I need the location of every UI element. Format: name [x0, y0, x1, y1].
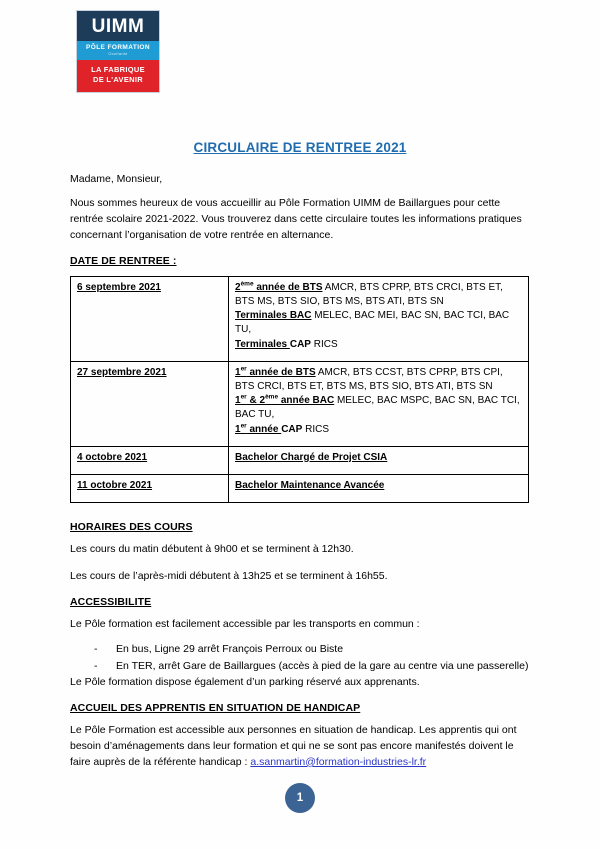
page-title: CIRCULAIRE DE RENTREE 2021: [193, 140, 407, 155]
list-item: - En bus, Ligne 29 arrêt François Perroux ou Biste: [70, 641, 530, 658]
logo-region-text: Occitanie: [108, 51, 128, 57]
program-detail: AMCR, BTS CPRP, BTS CRCI, BTS ET, BTS MS, BTS SIO, BTS MS, BTS ATI, BTS SN: [235, 281, 503, 307]
program-line: [235, 423, 523, 437]
program-label: Bachelor Maintenance Avancée: [235, 479, 385, 491]
handicap-paragraph: [70, 723, 530, 771]
program-line: [235, 281, 523, 309]
program-label: 1er année de BTS: [235, 365, 316, 378]
handicap-text: Le Pôle Formation est accessible aux personnes en situation de handicap. Les apprentis qui ont besoin d’aménagements dans leur formation et qui ne se sont pas encore manifestés doivent le faire auprès de la référente handicap :: [70, 723, 517, 768]
logo-tagline-line2: DE L'AVENIR: [93, 75, 143, 85]
table-cell-programs: [229, 276, 529, 361]
rentree-date: 6 septembre 2021: [77, 281, 161, 293]
program-label: Terminales: [235, 338, 290, 350]
horaires-morning: Les cours du matin débutent à 9h00 et se terminent à 12h30.: [70, 543, 354, 556]
program-line: [235, 309, 523, 337]
intro-paragraph: Nous sommes heureux de vous accueillir au Pôle Formation UIMM de Baillargues pour cette rentrée scolaire 2021-2022. Vous trouverez dans cette circulaire toutes les informations pratiques concernant l’organisation de votre rentrée en alternance.: [70, 196, 522, 241]
program-detail: RICS: [302, 423, 329, 435]
program-label: 1er & 2ème année BAC: [235, 393, 335, 407]
section-heading-dates: DATE DE RENTREE :: [70, 254, 177, 267]
accessibilite-intro: Le Pôle formation est facilement accessible par les transports en commun :: [70, 617, 420, 630]
table-cell-date: [71, 474, 229, 502]
program-line: [235, 394, 523, 422]
salutation: Madame, Monsieur,: [70, 173, 163, 185]
logo-pole-text: PÔLE FORMATION: [86, 44, 150, 51]
program-detail: AMCR, BTS CCST, BTS CPRP, BTS CPI, BTS CRCI, BTS ET, BTS MS, BTS SIO, BTS ATI, BTS SN: [235, 366, 503, 392]
uimm-logo: [76, 10, 160, 93]
logo-brand-text: UIMM: [91, 16, 145, 37]
table-cell-date: [71, 361, 229, 446]
table-cell-programs: [229, 474, 529, 502]
table-row: [71, 446, 529, 474]
document-body: [70, 140, 530, 782]
table-row: [71, 474, 529, 502]
horaires-afternoon: Les cours de l’après-midi débutent à 13h25 et se terminent à 16h55.: [70, 570, 388, 583]
program-detail: MELEC, BAC MEI, BAC SN, BAC TCI, BAC TU,: [235, 310, 510, 336]
rentree-date: 27 septembre 2021: [77, 366, 167, 378]
program-detail: RICS: [310, 338, 338, 350]
referent-email-link[interactable]: a.sanmartin@formation-industries-lr.fr: [250, 755, 427, 768]
list-item: - En TER, arrêt Gare de Baillargues (accès à pied de la gare au centre via une passerelle): [70, 658, 530, 675]
section-heading-handicap: ACCUEIL DES APPRENTIS EN SITUATION DE HANDICAP: [70, 701, 361, 714]
program-label-bold: CAP: [281, 423, 303, 435]
program-line: [235, 479, 523, 493]
program-line: [235, 451, 523, 465]
section-heading-accessibilite: ACCESSIBILITE: [70, 595, 152, 608]
rentree-date: 4 octobre 2021: [77, 451, 148, 463]
table-cell-date: [71, 276, 229, 361]
table-cell-date: [71, 446, 229, 474]
program-line: [235, 338, 523, 352]
logo-tagline-band: [77, 60, 159, 91]
page-number-badge: 1: [285, 783, 315, 813]
program-label: Terminales BAC: [235, 310, 312, 322]
table-cell-programs: [229, 361, 529, 446]
rentree-date: 11 octobre 2021: [77, 479, 153, 491]
accessibilite-parking: Le Pôle formation dispose également d’un parking réservé aux apprenants.: [70, 675, 420, 688]
program-detail: MELEC, BAC MSPC, BAC SN, BAC TCI, BAC TU,: [235, 395, 520, 421]
table-cell-programs: [229, 446, 529, 474]
program-label: 1er année: [235, 422, 282, 435]
program-label-bold: CAP: [289, 338, 311, 350]
rentree-table-body: [71, 276, 529, 502]
logo-brand-band: [77, 11, 159, 41]
table-row: [71, 276, 529, 361]
program-label: 2ème année de BTS: [235, 280, 323, 293]
program-label: Bachelor Chargé de Projet CSIA: [235, 451, 388, 463]
logo-pole-band: [77, 41, 159, 60]
section-heading-horaires: HORAIRES DES COURS: [70, 521, 193, 534]
transport-list: [70, 641, 530, 675]
rentree-dates-table: [70, 276, 529, 503]
table-row: [71, 361, 529, 446]
program-line: [235, 366, 523, 394]
logo-tagline-line1: LA FABRIQUE: [91, 65, 145, 75]
